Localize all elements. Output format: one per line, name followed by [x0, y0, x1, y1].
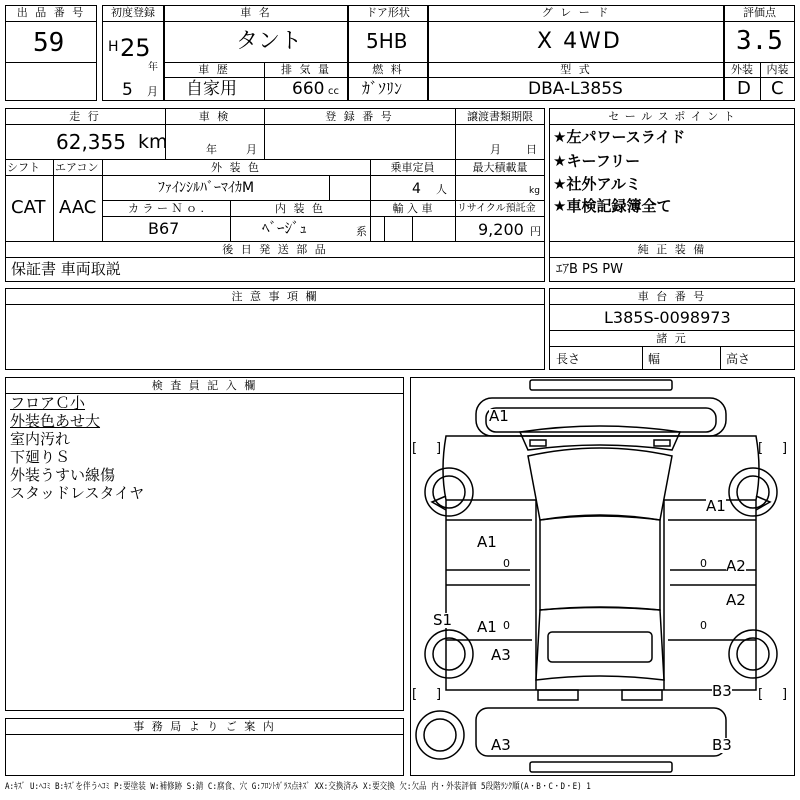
car-name-label: 車 名	[240, 6, 272, 19]
recycle-unit: 円	[530, 225, 541, 238]
damage-mark: A2	[726, 557, 746, 575]
length-label: 長さ	[556, 352, 581, 366]
chassis-number: L385S-0098973	[604, 308, 731, 327]
reg-no-label: 登 録 番 号	[325, 110, 394, 123]
svg-text:[: [	[758, 687, 764, 702]
inspector-line: 外装色あせ大	[10, 412, 101, 430]
transfer-label: 譲渡書類期限	[467, 110, 533, 123]
zero-marker: 0	[503, 557, 510, 570]
model: DBA-L385S	[528, 79, 623, 99]
sales-point-item: ★社外アルミ	[553, 175, 641, 193]
damage-mark: A1	[706, 497, 726, 515]
damage-mark: B3	[712, 682, 732, 700]
door-label: ドア形状	[366, 6, 410, 19]
max-load-label: 最大積載量	[472, 161, 528, 174]
svg-text:]: ]	[436, 687, 442, 702]
later-parts-label: 後 日 発 送 部 品	[222, 243, 328, 256]
damage-mark: S1	[433, 611, 453, 629]
chassis-label: 車 台 番 号	[637, 290, 707, 303]
sales-point-item: ★キーフリー	[553, 152, 641, 170]
era: H	[108, 39, 119, 55]
fuel: ｶﾞｿﾘﾝ	[362, 79, 403, 98]
displacement: 660	[292, 79, 325, 99]
color-no: B67	[148, 219, 180, 238]
int-color-label: 内 装 色	[275, 202, 325, 215]
exterior-label: 外装	[731, 63, 753, 76]
color-no-label: カ ラ ー Ｎ ｏ .	[128, 202, 204, 215]
svg-text:]: ]	[782, 441, 788, 456]
history-label: 車 歴	[198, 63, 230, 76]
capacity-label: 乗車定員	[390, 161, 435, 174]
displacement-label: 排 気 量	[281, 63, 331, 76]
recycle: 9,200	[478, 220, 524, 239]
score: 3.5	[736, 26, 783, 56]
transfer-month-unit: 月	[490, 143, 501, 156]
dims-label: 諸 元	[656, 332, 688, 345]
zero-marker: 0	[700, 619, 707, 632]
svg-text:]: ]	[782, 687, 788, 702]
inspector-line: 外装うすい線傷	[10, 466, 116, 484]
svg-text:[: [	[412, 687, 418, 702]
reg-month: 5	[122, 80, 133, 100]
interior-label: 内装	[766, 63, 789, 76]
zero-marker: 0	[503, 619, 510, 632]
inspector-line: スタッドレスタイヤ	[10, 484, 145, 502]
zero-marker: 0	[700, 557, 707, 570]
grade-label: グ レ ー ド	[541, 6, 611, 19]
exterior-grade: D	[737, 78, 751, 99]
sales-points-label: セ ー ル ス ポ イ ン ト	[608, 110, 736, 123]
max-load-unit: kg	[529, 186, 540, 196]
standard-equipment: ｴｱB PS PW	[556, 262, 623, 277]
int-color-unit: 系	[356, 225, 367, 238]
reg-year-unit: 年	[148, 62, 158, 73]
mileage-label: 走 行	[69, 110, 101, 123]
notes-label: 注 意 事 項 欄	[231, 290, 319, 303]
damage-mark: B3	[712, 736, 732, 754]
car-name: タント	[236, 29, 303, 54]
inspector-line: 下廻りＳ	[10, 448, 71, 466]
damage-mark: A3	[491, 646, 511, 664]
svg-text:[: [	[758, 441, 764, 456]
displacement-unit: cc	[328, 86, 339, 97]
score-label: 評価点	[743, 6, 776, 19]
damage-mark: A1	[477, 618, 497, 636]
later-parts: 保証書 車両取説	[11, 260, 121, 278]
damage-mark: A1	[489, 407, 509, 425]
inspector-line: フロアＣ小	[10, 394, 86, 412]
inspector-line: 室内汚れ	[10, 430, 71, 448]
standard-equipment-label: 純 正 装 備	[637, 243, 707, 256]
reg-month-unit: 月	[147, 85, 158, 98]
history: 自家用	[186, 79, 237, 99]
capacity: 4	[412, 181, 421, 197]
mileage: 62,355	[56, 130, 126, 154]
recycle-label: リサイクル預託金	[457, 203, 536, 214]
lot-no: 59	[33, 28, 65, 58]
inspection-year-unit: 年	[206, 143, 217, 156]
legend: A:ｷｽﾞ U:ﾍｺﾐ B:ｷｽﾞを伴うﾍｺﾐ P:要塗装 W:補修跡 S:錆 C:腐食、穴 G:ﾌﾛﾝﾄｶﾞﾗｽ点ｷｽﾞ XX:交換済み X:要交換 欠:欠品 内・外装評価 5段階ﾗﾝｸ順(A・B・C・D・E) 1	[5, 782, 591, 792]
shift-label: シフト	[7, 161, 40, 174]
width-label: 幅	[648, 352, 661, 366]
lot-no-label: 出 品 番 号	[16, 6, 86, 19]
damage-mark: A2	[726, 591, 746, 609]
sales-point-item: ★車検記録簿全て	[553, 197, 672, 215]
mileage-unit: km	[138, 131, 168, 153]
office-label: 事 務 局 よ り ご 案 内	[133, 720, 276, 733]
grade: X 4WD	[537, 29, 622, 54]
model-label: 型 式	[560, 63, 592, 76]
shift: CAT	[11, 197, 46, 218]
door-type: 5HB	[366, 29, 408, 53]
car-diagram-box	[410, 377, 795, 776]
fuel-label: 燃 料	[372, 63, 404, 76]
ac-label: エアコン	[55, 161, 99, 174]
transfer-day-unit: 日	[526, 143, 537, 156]
int-color: ﾍﾞｰｼﾞｭ	[262, 219, 308, 237]
svg-text:]: ]	[436, 441, 442, 456]
damage-mark: A1	[477, 533, 497, 551]
inspection-month-unit: 月	[246, 143, 257, 156]
inspector-label: 検 査 員 記 入 欄	[151, 379, 258, 392]
reg-year: 25	[120, 34, 151, 62]
inspection-label: 車 検	[198, 110, 231, 123]
first-reg-label: 初度登録	[111, 6, 155, 19]
ext-color-label: 外 装 色	[211, 161, 261, 174]
capacity-unit: 人	[436, 183, 447, 196]
sales-point-item: ★左パワースライド	[553, 128, 686, 146]
damage-mark: A3	[491, 736, 511, 754]
interior-grade: C	[771, 78, 784, 99]
import-label: 輸 入 車	[392, 202, 433, 215]
ext-color: ﾌｧｲﾝｼﾙﾊﾞｰﾏｲｶM	[158, 180, 255, 196]
svg-text:[: [	[412, 441, 418, 456]
ac: AAC	[59, 197, 97, 218]
height-label: 高さ	[726, 352, 751, 366]
